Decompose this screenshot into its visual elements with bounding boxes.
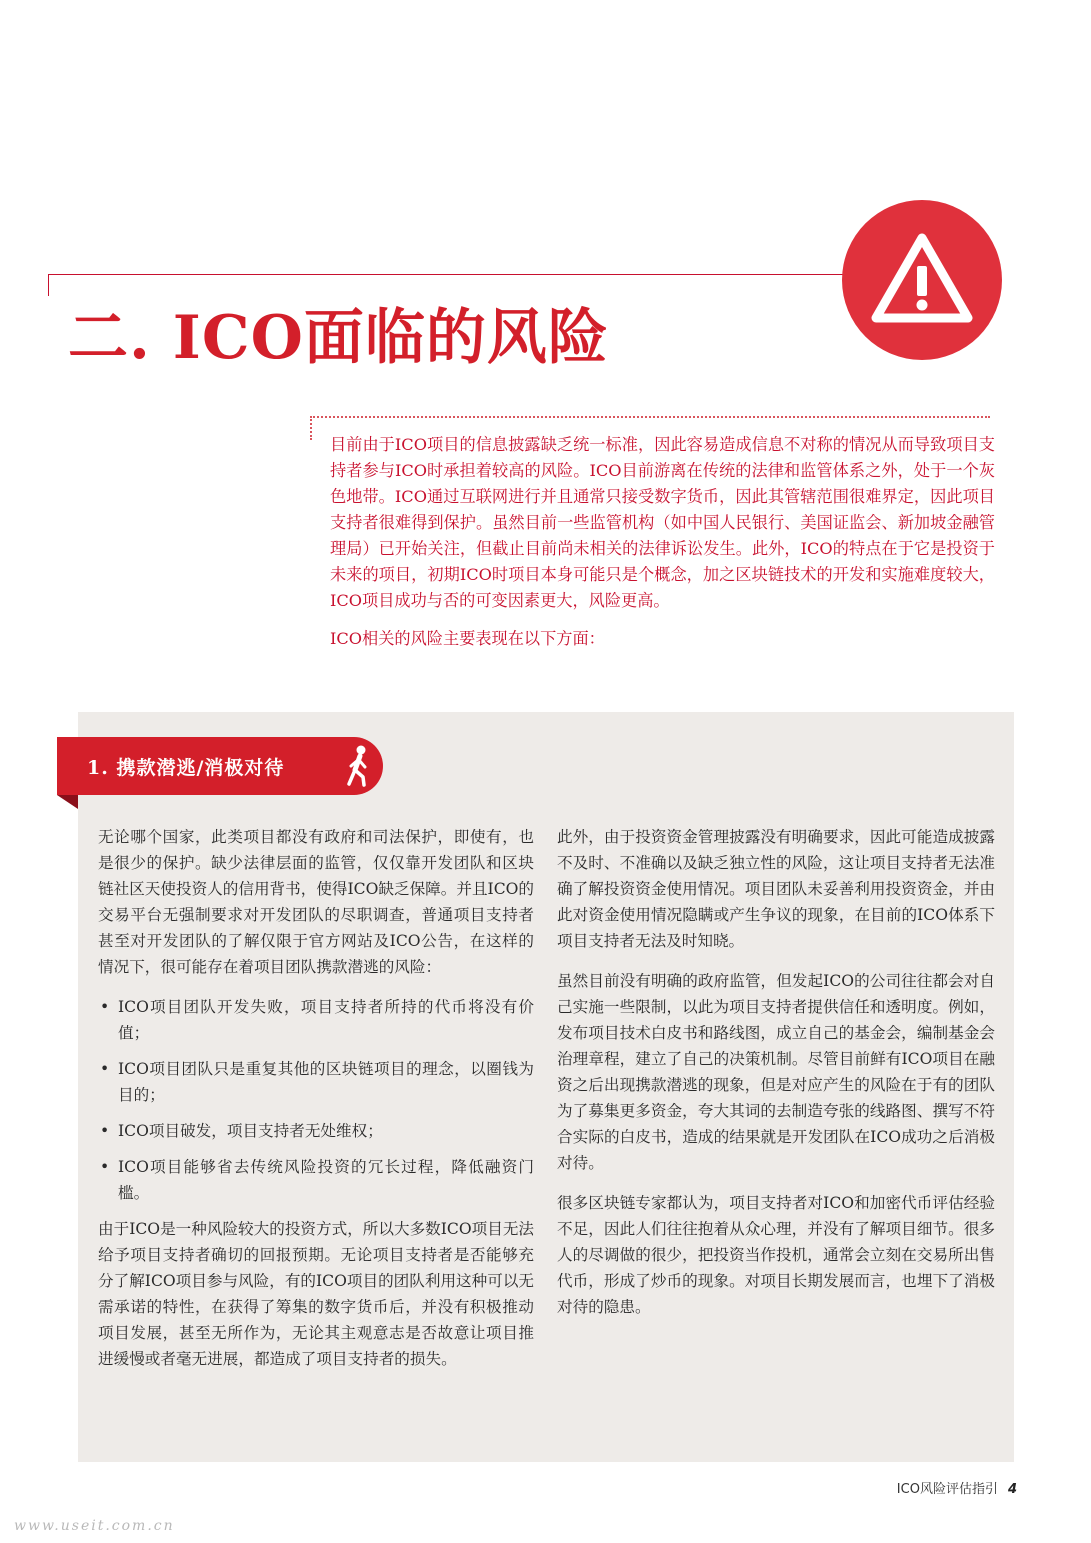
section-title: 二. ICO面临的风险: [68, 303, 609, 373]
bullet-dot: •: [100, 998, 110, 1016]
subsection-label: 1. 携款潜逃/消极对待: [87, 756, 285, 779]
right-paragraph-3: 很多区块链专家都认为，项目支持者对ICO和加密代币评估经验不足，因此人们往往抱着从众心理，并没有了解项目细节。很多人的尽调做的很少，把投资当作投机，通常会立刻在交易所出售代币，形成了炒币的现象。对项目长期发展而言，也埋下了消极对待的隐患。: [557, 1194, 995, 1316]
tab-fold: [57, 795, 78, 809]
left-paragraph-2: 由于ICO是一种风险较大的投资方式，所以大多数ICO项目无法给予项目支持者确切的回报预期。无论项目支持者是否能够充分了解ICO项目参与风险，有的ICO项目的团队利用这种可以无需承诺的特性，在获得了筹集的数字货币后，并没有积极推动项目发展，甚至无所作为，无论其主观意志是否故意让项目推进缓慢或者毫无进展，都造成了项目支持者的损失。: [98, 1220, 535, 1368]
left-column: [98, 824, 534, 1386]
walking-person-icon: [333, 741, 383, 791]
watermark: www.useit.com.cn: [14, 1518, 175, 1534]
page-footer: [897, 1478, 1017, 1497]
intro-dotted-rule: [310, 416, 990, 418]
left-paragraph-1: 无论哪个国家，此类项目都没有政府和司法保护，即使有，也是很少的保护。缺少法律层面的监管，仅仅靠开发团队和区块链社区天使投资人的信用背书，使得ICO缺乏保障。并且ICO的交易平台无强制要求对开发团队的尽职调查，普通项目支持者甚至对开发团队的了解仅限于官方网站及ICO公告，在这样的情况下，很可能存在着项目团队携款潜逃的风险：: [98, 828, 535, 976]
list-item: • ICO项目团队只是重复其他的区块链项目的理念，以圈钱为目的；: [98, 1056, 534, 1108]
list-item: • ICO项目能够省去传统风险投资的冗长过程，降低融资门槛。: [98, 1154, 534, 1206]
bullet-dot: •: [100, 1122, 110, 1140]
intro-lead: ICO相关的风险主要表现在以下方面：: [330, 629, 605, 648]
page-number: 4: [1007, 1482, 1017, 1497]
intro-paragraph: 目前由于ICO项目的信息披露缺乏统一标准，因此容易造成信息不对称的情况从而导致项目支持者参与ICO时承担着较高的风险。ICO目前游离在传统的法律和监管体系之外，处于一个灰色地带。ICO通过互联网进行并且通常只接受数字货币，因此其管辖范围很难界定，因此项目支持者很难得到保护。虽然目前一些监管机构（如中国人民银行、美国证监会、新加坡金融管理局）已开始关注，但截止目前尚未相关的法律诉讼发生。此外，ICO的特点在于它是投资于未来的项目，初期ICO时项目本身可能只是个概念，加之区块链技术的开发和实施难度较大，ICO项目成功与否的可变因素更大，风险更高。: [330, 435, 995, 610]
bullet-dot: •: [100, 1060, 110, 1078]
title-rule-tick: [48, 274, 49, 296]
footer-doc-title: ICO风险评估指引: [896, 1482, 998, 1497]
title-rule: [48, 274, 848, 275]
intro-block: [330, 432, 995, 664]
list-item: • ICO项目团队开发失败，项目支持者所持的代币将没有价值；: [98, 994, 534, 1046]
warning-triangle-icon: [842, 200, 1002, 360]
right-paragraph-2: 虽然目前没有明确的政府监管，但发起ICO的公司往往都会对自己实施一些限制，以此为项目支持者提供信任和透明度。例如，发布项目技术白皮书和路线图，成立自己的基金会，编制基金会治理章程，建立了自己的决策机制。尽管目前鲜有ICO项目在融资之后出现携款潜逃的现象，但是对应产生的风险在于有的团队为了募集更多资金，夸大其词的去制造夸张的线路图、撰写不符合实际的白皮书，造成的结果就是开发团队在ICO成功之后消极对待。: [557, 972, 995, 1172]
right-column: [557, 824, 995, 1334]
list-item: • ICO项目破发，项目支持者无处维权；: [98, 1118, 534, 1144]
bullet-dot: •: [100, 1158, 110, 1176]
risk-bullet-list: [98, 994, 534, 1206]
subsection-tab: [57, 737, 383, 795]
right-paragraph-1: 此外，由于投资资金管理披露没有明确要求，因此可能造成披露不及时、不准确以及缺乏独立性的风险，这让项目支持者无法准确了解投资资金使用情况。项目团队未妥善利用投资资金，并由此对资金使用情况隐瞒或产生争议的现象，在目前的ICO体系下项目支持者无法及时知晓。: [557, 828, 995, 950]
intro-dotted-rule-tick: [310, 416, 312, 440]
